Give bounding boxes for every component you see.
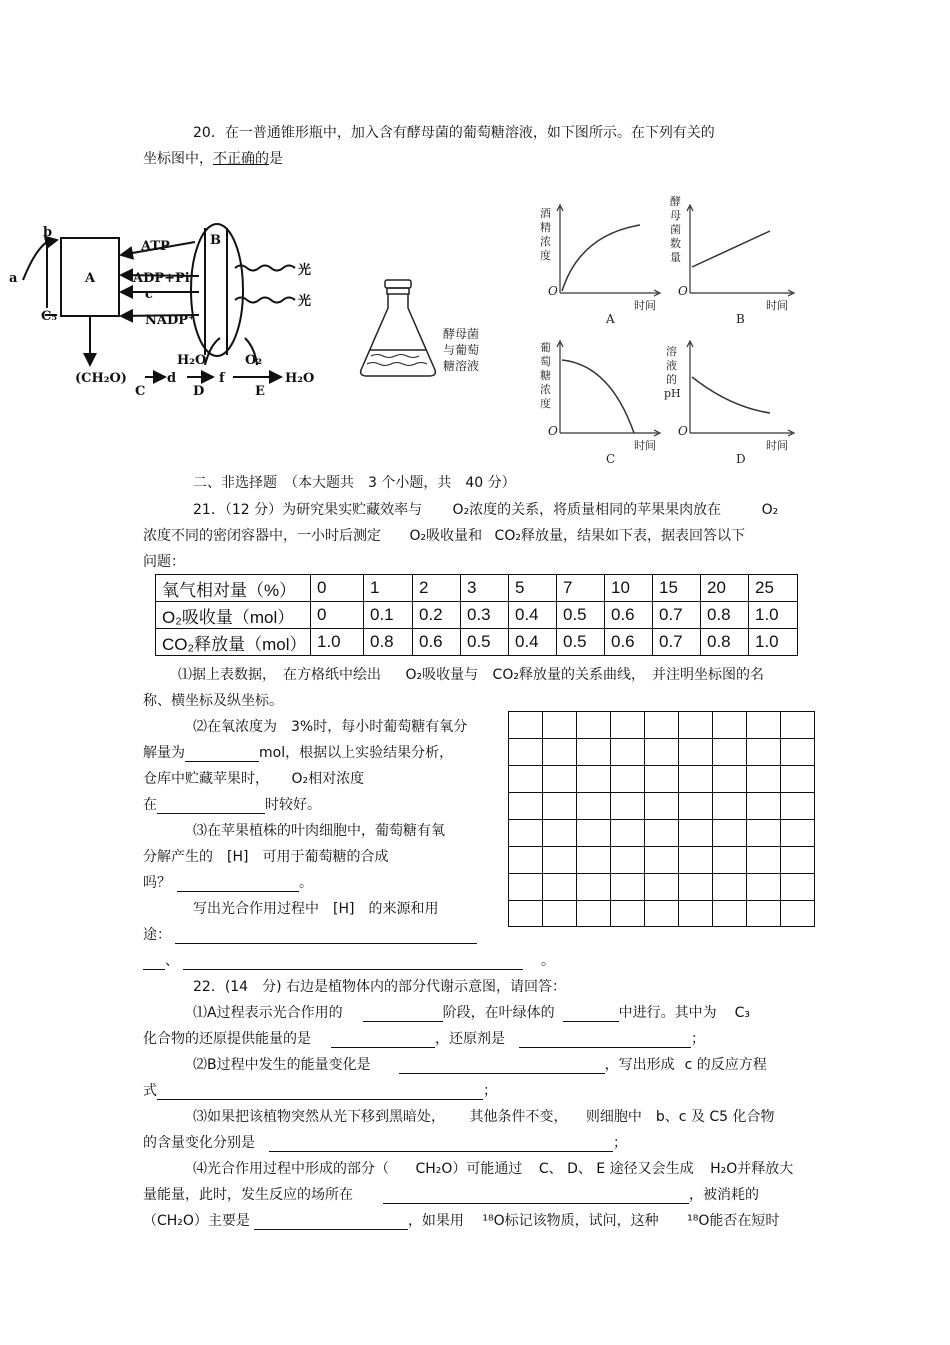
graph-d-caption: D bbox=[736, 452, 746, 466]
table-cell: 0.5 bbox=[557, 629, 605, 656]
graph-a-ylabel-1: 酒 bbox=[540, 207, 551, 220]
label-adp: ADP+Pi bbox=[133, 271, 190, 286]
q22-p4-line3 bbox=[143, 1210, 779, 1230]
table-cell: 0.7 bbox=[653, 629, 701, 656]
answer-blank[interactable] bbox=[519, 1033, 691, 1048]
q21-p2-line3 bbox=[143, 768, 364, 788]
graph-d-ylabel-1: 溶 bbox=[666, 345, 677, 358]
graph-d-ylabel-3: 的 bbox=[666, 373, 677, 386]
q22-p1-line2 bbox=[143, 1028, 705, 1048]
label-path-c: C bbox=[135, 384, 146, 399]
table-cell: 0 bbox=[311, 602, 364, 629]
table-cell: 20 bbox=[701, 575, 749, 602]
answer-blank[interactable] bbox=[399, 1059, 605, 1074]
wave-light-1 bbox=[235, 266, 295, 271]
table-cell: 0.3 bbox=[461, 602, 509, 629]
metabolism-diagram bbox=[5, 220, 335, 400]
q20-line2 bbox=[143, 148, 283, 168]
graph-a-ylabel-2: 精 bbox=[540, 221, 551, 234]
graph-d-ylabel-2: 液 bbox=[666, 359, 677, 372]
label-b: b bbox=[43, 225, 53, 240]
q21-p3c: 吗？ bbox=[143, 875, 171, 891]
graph-b-ylabel-2: 母 bbox=[670, 209, 681, 222]
table-cell: 0.4 bbox=[509, 629, 557, 656]
q22-p3-line1 bbox=[193, 1106, 775, 1126]
q22-p2d: 式 bbox=[143, 1083, 157, 1099]
graph-c-ylabel-2: 萄 bbox=[540, 355, 551, 368]
graph-c-ylabel-3: 糖 bbox=[540, 369, 551, 382]
label-nadp: NADP⁺ bbox=[145, 313, 195, 328]
q22-p4-line2 bbox=[143, 1184, 759, 1204]
flask-stopper bbox=[385, 280, 411, 288]
table-cell: 15 bbox=[653, 575, 701, 602]
graph-a-origin: O bbox=[548, 284, 558, 298]
graph-d-ylabel-4: pH bbox=[664, 387, 681, 400]
q22-p1d: C₃ bbox=[734, 1005, 750, 1021]
graph-paper-grid[interactable] bbox=[508, 711, 815, 927]
table-cell: 0 bbox=[311, 575, 364, 602]
q22-line1: 22．(14 分) 右边是植物体内的部分代谢示意图，请回答： bbox=[193, 979, 567, 995]
q21-p3-line4: 写出光合作用过程中 [H] 的来源和用 bbox=[193, 901, 439, 917]
q21-p2-line1: ⑵在氧浓度为 3%时，每小时葡萄糖有氧分 bbox=[193, 719, 468, 735]
q22-p3-line2 bbox=[143, 1132, 627, 1152]
flask-illustration bbox=[355, 278, 485, 388]
q21-p3g: 、 bbox=[165, 953, 179, 969]
flask-label-3: 糖溶液 bbox=[443, 359, 480, 373]
graph-b-ylabel-3: 菌 bbox=[670, 223, 681, 236]
answer-blank[interactable] bbox=[563, 1007, 619, 1022]
table-cell: 0.8 bbox=[701, 629, 749, 656]
label-box-a: A bbox=[85, 271, 96, 286]
table-cell: 1 bbox=[364, 575, 413, 602]
graph-a-curve bbox=[562, 225, 640, 291]
q21-l2b: O₂吸收量和 bbox=[409, 528, 483, 544]
table-cell: 0.8 bbox=[701, 602, 749, 629]
q22-p2-line2 bbox=[143, 1080, 497, 1100]
q22-p1c: 中进行。其中为 bbox=[618, 1005, 717, 1021]
label-f: f bbox=[219, 371, 225, 386]
table-cell: 0.6 bbox=[413, 629, 461, 656]
table-cell: 0.5 bbox=[461, 629, 509, 656]
table-cell: 0.6 bbox=[605, 602, 653, 629]
q21-p3f: 途： bbox=[143, 927, 171, 943]
q22-p2b: ，写出形成 bbox=[604, 1057, 675, 1073]
q21-l1b: O₂浓度的关系，将质量相同的苹果果肉放在 bbox=[452, 502, 722, 518]
q21-p1-line2: 称、横坐标及纵坐标。 bbox=[143, 693, 283, 709]
label-d: d bbox=[167, 371, 177, 386]
table-cell: 7 bbox=[557, 575, 605, 602]
graph-a-caption: A bbox=[606, 312, 615, 326]
q21-p2c: mol，根据以上实验结果分析， bbox=[259, 745, 454, 761]
graph-a-ylabel-4: 度 bbox=[540, 249, 551, 262]
q21-p3h: 。 bbox=[541, 953, 555, 969]
table-cell: 1.0 bbox=[749, 602, 798, 629]
table-row bbox=[156, 575, 798, 602]
q20-line1: 20．在一普通锥形瓶中，加入含有酵母菌的葡萄糖溶液，如下图所示。在下列有关的 bbox=[193, 125, 715, 141]
label-c: c bbox=[145, 287, 153, 302]
q21-p2e: O₂相对浓度 bbox=[291, 771, 365, 787]
q21-p3d: 。 bbox=[299, 875, 313, 891]
graph-c-ylabel-5: 度 bbox=[540, 397, 551, 410]
q21-p3-line1: ⑶在苹果植株的叶肉细胞中，葡萄糖有氧 bbox=[193, 823, 445, 839]
label-path-d: D bbox=[193, 384, 205, 399]
label-a: a bbox=[9, 271, 18, 286]
q21-line1 bbox=[193, 499, 778, 519]
q21-p2-line4 bbox=[143, 794, 321, 814]
q22-p4a: ⑷光合作用过程中形成的部分（ bbox=[193, 1161, 389, 1177]
table-cell: 0.4 bbox=[509, 602, 557, 629]
label-light-2: 光 bbox=[298, 294, 312, 309]
table-cell: 3 bbox=[461, 575, 509, 602]
q21-p3-line5 bbox=[143, 924, 477, 944]
q22-p3b: 其他条件不变， bbox=[469, 1109, 568, 1125]
q21-p3-line3 bbox=[143, 872, 313, 892]
graph-a-xlabel: 时间 bbox=[634, 299, 656, 312]
graph-c-ylabel-1: 葡 bbox=[540, 341, 551, 354]
graph-b-xlabel: 时间 bbox=[766, 299, 788, 312]
q22-p3d: 的含量变化分别是 bbox=[143, 1135, 255, 1151]
graph-b-origin: O bbox=[678, 284, 688, 298]
q22-p4d: H₂O并释放大 bbox=[710, 1161, 794, 1177]
q22-p4c: C、 D、 E 途径又会生成 bbox=[538, 1161, 694, 1177]
q21-p2g: 时较好。 bbox=[265, 797, 321, 813]
graph-d-xlabel: 时间 bbox=[766, 439, 788, 452]
q21-p2-line2 bbox=[143, 742, 453, 762]
table-cell: CO₂释放量（mol） bbox=[156, 629, 311, 656]
table-cell: 5 bbox=[509, 575, 557, 602]
q21-p2d: 仓库中贮藏苹果时， bbox=[143, 771, 269, 787]
graph-a-ylabel-3: 浓 bbox=[540, 235, 551, 248]
answer-blank[interactable] bbox=[175, 929, 477, 944]
table-row bbox=[156, 629, 798, 656]
q22-p4i: ¹⁸O标记该物质，试问，这种 bbox=[482, 1213, 659, 1229]
label-h2o: H₂O bbox=[177, 353, 207, 368]
q22-p4h: ，如果用 bbox=[407, 1213, 464, 1229]
label-o2: O₂ bbox=[245, 353, 263, 368]
q22-p2a: ⑵B过程中发生的能量变化是 bbox=[193, 1057, 371, 1073]
arrow-a bbox=[23, 240, 57, 280]
q22-p2c: c 的反应方程 bbox=[684, 1057, 767, 1073]
graph-b-line bbox=[692, 231, 770, 267]
graph-b-ylabel-4: 数 bbox=[670, 237, 681, 250]
q20-emphasis: 不正确的 bbox=[213, 151, 269, 167]
q22-p2-line1 bbox=[193, 1054, 767, 1074]
q22-p1e: 化合物的还原提供能量的是 bbox=[143, 1031, 311, 1047]
answer-blank[interactable] bbox=[185, 747, 259, 762]
q22-p4f: ，被消耗的 bbox=[689, 1187, 759, 1203]
q22-p1f: ，还原剂是 bbox=[435, 1031, 505, 1047]
table-cell: 0.1 bbox=[364, 602, 413, 629]
q21-p3-line2: 分解产生的 [H] 可用于葡萄糖的合成 bbox=[143, 849, 389, 865]
q22-p1-line1 bbox=[193, 1002, 750, 1022]
table-cell: 25 bbox=[749, 575, 798, 602]
label-h2o-2: H₂O bbox=[285, 371, 315, 386]
q21-l1c: O₂ bbox=[761, 502, 779, 518]
q22-p4e: 量能量，此时，发生反应的场所在 bbox=[143, 1187, 353, 1203]
q21-p2f: 在 bbox=[143, 797, 157, 813]
q21-p1c: CO₂释放量的关系曲线， 并注明坐标图的名 bbox=[492, 667, 764, 683]
table-cell: O₂吸收量（mol） bbox=[156, 602, 311, 629]
q22-p1g: ； bbox=[691, 1031, 705, 1047]
graph-c-xlabel: 时间 bbox=[634, 439, 656, 452]
answer-blank[interactable] bbox=[177, 877, 299, 892]
graph-d-origin: O bbox=[678, 424, 688, 438]
table-cell: 10 bbox=[605, 575, 653, 602]
table-cell: 0.2 bbox=[413, 602, 461, 629]
flask-label-2: 与葡萄 bbox=[443, 343, 480, 357]
q21-p2b: 解量为 bbox=[143, 745, 185, 761]
graph-b-caption: B bbox=[736, 312, 745, 326]
answer-blank[interactable] bbox=[331, 1033, 435, 1048]
wave-light-2 bbox=[235, 298, 295, 303]
answer-blank[interactable] bbox=[363, 1007, 443, 1022]
flask-label-1: 酵母菌 bbox=[443, 327, 480, 341]
graph-c-ylabel-4: 浓 bbox=[540, 383, 551, 396]
q21-line2 bbox=[143, 525, 745, 545]
q22-p2e: ； bbox=[483, 1083, 497, 1099]
q22-p1a: ⑴A过程表示光合作用的 bbox=[193, 1005, 343, 1021]
label-atp: ATP bbox=[141, 239, 170, 254]
table-cell: 0.7 bbox=[653, 602, 701, 629]
section-heading: 二、非选择题 （本大题共 3 个小题，共 40 分） bbox=[193, 475, 516, 491]
q22-p4j: ¹⁸O能否在短时 bbox=[687, 1213, 780, 1229]
graph-panel bbox=[530, 195, 815, 470]
q22-p4g: （CH₂O）主要是 bbox=[143, 1213, 250, 1229]
q22-p1b: 阶段，在叶绿体的 bbox=[442, 1005, 555, 1021]
q22-p3c: 则细胞中 b、c 及 C5 化合物 bbox=[585, 1109, 775, 1125]
q22-p4-line1 bbox=[193, 1158, 793, 1178]
answer-blank[interactable] bbox=[157, 1085, 483, 1100]
table-cell: 2 bbox=[413, 575, 461, 602]
q21-line3: 问题： bbox=[143, 554, 185, 570]
table-cell: 0.8 bbox=[364, 629, 413, 656]
q20-line2-a: 坐标图中， bbox=[143, 151, 213, 167]
q21-p1b: O₂吸收量与 bbox=[405, 667, 479, 683]
graph-d-curve bbox=[692, 377, 770, 413]
q21-p1-line1 bbox=[178, 664, 764, 684]
label-c5: C₅ bbox=[41, 309, 58, 324]
q21-p3-line6 bbox=[143, 950, 555, 970]
table-row bbox=[156, 602, 798, 629]
answer-blank[interactable] bbox=[269, 1137, 613, 1152]
answer-blank[interactable] bbox=[183, 955, 523, 970]
label-ch2o: (CH₂O) bbox=[75, 371, 127, 386]
answer-blank[interactable] bbox=[143, 955, 165, 970]
label-box-b: B bbox=[210, 233, 221, 248]
graph-b-ylabel-5: 量 bbox=[670, 251, 681, 264]
label-light-1: 光 bbox=[298, 263, 312, 278]
answer-blank[interactable] bbox=[383, 1189, 689, 1204]
graph-c-origin: O bbox=[548, 424, 558, 438]
graph-b-ylabel-1: 酵 bbox=[670, 195, 681, 208]
label-path-e: E bbox=[255, 384, 265, 399]
q22-p3a: ⑶如果把该植物突然从光下移到黑暗处， bbox=[193, 1109, 445, 1125]
graph-c-caption: C bbox=[606, 452, 616, 466]
q21-l1a: 21．（12 分）为研究果实贮藏效率与 bbox=[193, 502, 423, 518]
q21-l2a: 浓度不同的密闭容器中，一小时后测定 bbox=[143, 528, 381, 544]
graph-c-curve bbox=[562, 360, 634, 433]
oxygen-data-table bbox=[155, 574, 798, 656]
q20-line2-c: 是 bbox=[269, 151, 283, 167]
answer-blank[interactable] bbox=[157, 799, 265, 814]
table-cell: 1.0 bbox=[311, 629, 364, 656]
table-cell: 0.6 bbox=[605, 629, 653, 656]
table-cell: 1.0 bbox=[749, 629, 798, 656]
q22-p3e: ； bbox=[613, 1135, 627, 1151]
answer-blank[interactable] bbox=[254, 1215, 408, 1230]
q21-p1a: ⑴据上表数据， 在方格纸中绘出 bbox=[178, 667, 381, 683]
q22-p4b: CH₂O）可能通过 bbox=[415, 1161, 523, 1177]
q21-l2c: CO₂释放量，结果如下表，据表回答以下 bbox=[494, 528, 745, 544]
table-cell: 0.5 bbox=[557, 602, 605, 629]
table-cell: 氧气相对量（%） bbox=[156, 575, 311, 602]
